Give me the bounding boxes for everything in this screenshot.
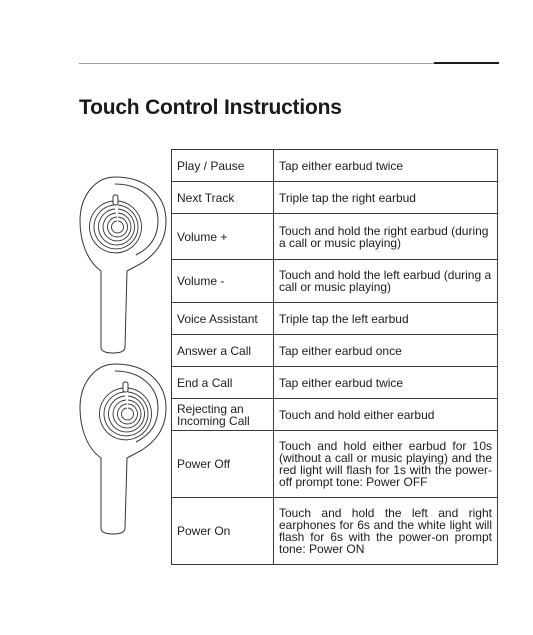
action-cell: Rejecting an Incoming Call	[172, 399, 274, 431]
action-cell: End a Call	[172, 367, 274, 399]
action-cell: Voice Assistant	[172, 303, 274, 335]
instruction-cell: Touch and hold either earbud	[274, 399, 498, 431]
instruction-cell: Touch and hold the left earbud (during a call or music playing)	[274, 260, 498, 303]
earbud-illustration	[78, 175, 170, 535]
table-row	[172, 260, 498, 303]
action-cell: Next Track	[172, 182, 274, 214]
table-row	[172, 335, 498, 367]
header-rule	[79, 63, 434, 64]
table-row	[172, 431, 498, 498]
table-row	[172, 399, 498, 431]
page-title: Touch Control Instructions	[79, 96, 342, 119]
earbud-top-icon	[80, 177, 166, 353]
header-rule-accent	[434, 62, 499, 64]
action-cell: Volume -	[172, 260, 274, 303]
action-cell: Volume +	[172, 214, 274, 260]
table-row	[172, 182, 498, 214]
action-cell: Power Off	[172, 431, 274, 498]
instruction-cell: Touch and hold either earbud for 10s (without a call or music playing) and the red light will flash for 1s with the power-off prompt tone: Power OFF	[274, 431, 498, 498]
instruction-cell: Touch and hold the right earbud (during a call or music playing)	[274, 214, 498, 260]
instruction-cell: Touch and hold the left and right earphones for 6s and the white light will flash for 6s with the power-on prompt tone: Power ON	[274, 498, 498, 565]
table-row	[172, 214, 498, 260]
instruction-cell: Tap either earbud twice	[274, 150, 498, 182]
table-row	[172, 150, 498, 182]
instruction-cell: Triple tap the left earbud	[274, 303, 498, 335]
instruction-cell: Tap either earbud twice	[274, 367, 498, 399]
instruction-cell: Triple tap the right earbud	[274, 182, 498, 214]
instruction-cell: Tap either earbud once	[274, 335, 498, 367]
touch-control-table	[171, 149, 498, 565]
action-cell: Power On	[172, 498, 274, 565]
action-cell: Play / Pause	[172, 150, 274, 182]
action-cell: Answer a Call	[172, 335, 274, 367]
table-row	[172, 303, 498, 335]
table-row	[172, 367, 498, 399]
earbud-bottom-icon	[80, 364, 166, 534]
table-row	[172, 498, 498, 565]
